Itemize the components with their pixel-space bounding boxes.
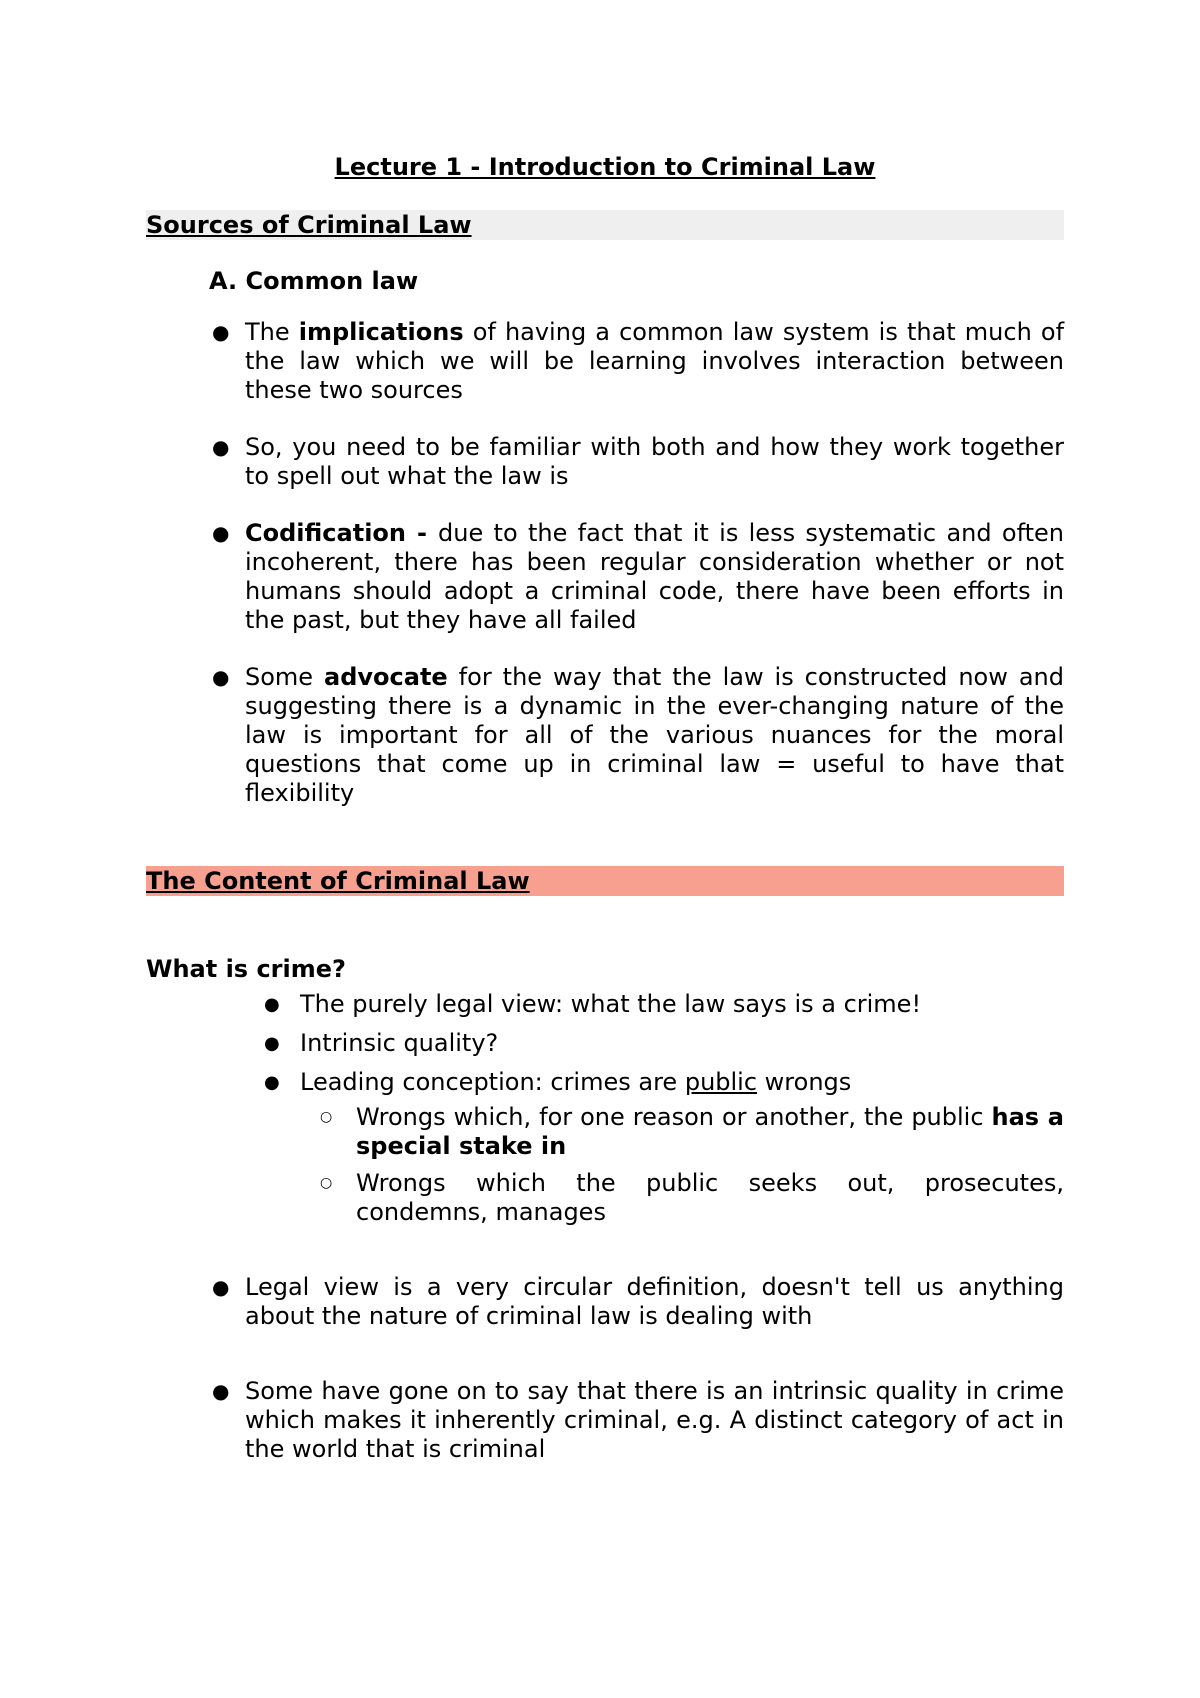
bullet-text-post: wrongs xyxy=(757,1068,852,1096)
question-heading: What is crime? xyxy=(146,955,346,983)
bullet-text-pre: The xyxy=(245,318,299,346)
bullet-icon: ● xyxy=(264,994,280,1015)
bullet-text-post: of having a common law system is that much of the law which we will be learning involves interaction between these two sources xyxy=(245,318,1065,404)
bullet-text-pre: Leading conception: crimes are xyxy=(300,1068,685,1096)
bullet-text-bold: advocate xyxy=(324,663,448,691)
crime-discussion-bullet-list xyxy=(146,1273,1064,1464)
circle-bullet-icon: ○ xyxy=(320,1109,333,1125)
list-item xyxy=(146,663,1064,808)
common-law-bullet-list xyxy=(146,318,1064,808)
bullet-text: Some have gone on to say that there is an intrinsic quality in crime which makes it inherently criminal, e.g. A distinct category of act in the world that is criminal xyxy=(245,1377,1064,1463)
section-heading-sources: Sources of Criminal Law xyxy=(146,210,1064,240)
bullet-text-pre: Wrongs which, for one reason or another, the public xyxy=(356,1103,992,1131)
bullet-text: Intrinsic quality? xyxy=(300,1029,499,1057)
bullet-text-bold: Codification - xyxy=(245,519,439,547)
list-item xyxy=(300,1103,1064,1161)
bullet-text-post: due to the fact that it is less systematic and often incoherent, there has been regular consideration whether or not humans should adopt a criminal code, there have been efforts in the past, but they have all failed xyxy=(245,519,1064,634)
bullet-icon: ● xyxy=(212,1275,230,1299)
bullet-text-post: for the way that the law is constructed now and suggesting there is a dynamic in the ever-changing nature of the law is important for all of the various nuances for the moral questions that come up in criminal law = useful to have that flexibility xyxy=(245,663,1064,807)
list-item xyxy=(146,990,1064,1019)
list-item xyxy=(300,1169,1064,1227)
bullet-icon: ● xyxy=(264,1072,280,1093)
bullet-text-bold: has a special stake in xyxy=(356,1103,1064,1160)
list-item xyxy=(146,519,1064,635)
list-item xyxy=(146,1273,1064,1331)
bullet-text-underlined: public xyxy=(684,1068,758,1096)
bullet-icon: ● xyxy=(264,1033,280,1054)
bullet-text-bold: implications xyxy=(298,318,464,346)
list-item xyxy=(146,1068,1064,1227)
section-heading-content: The Content of Criminal Law xyxy=(146,866,1064,896)
document-content xyxy=(146,150,1064,1492)
bullet-icon: ● xyxy=(212,521,230,545)
list-item xyxy=(146,1029,1064,1058)
spacer xyxy=(146,836,1064,866)
document-title: Lecture 1 - Introduction to Criminal Law xyxy=(334,153,876,181)
bullet-text: Legal view is a very circular definition, doesn't tell us anything about the nature of criminal law is dealing with xyxy=(245,1273,1064,1330)
circle-bullet-icon: ○ xyxy=(320,1175,333,1191)
bullet-icon: ● xyxy=(212,665,230,689)
list-item xyxy=(146,1377,1064,1464)
bullet-text: So, you need to be familiar with both and how they work together to spell out what the law is xyxy=(245,433,1064,490)
bullet-icon: ● xyxy=(212,1379,230,1403)
list-item xyxy=(146,318,1064,405)
bullet-text-pre: Some xyxy=(245,663,325,691)
bullet-icon: ● xyxy=(212,435,230,459)
bullet-text: Wrongs which the public seeks out, prosecutes, condemns, manages xyxy=(356,1169,1064,1226)
crime-bullet-list xyxy=(146,990,1064,1227)
bullet-icon: ● xyxy=(212,320,230,344)
list-item xyxy=(146,433,1064,491)
spacer xyxy=(146,1237,1064,1273)
nested-bullet-list xyxy=(300,1103,1064,1227)
subheading-common-law: A. Common law xyxy=(209,267,419,295)
bullet-text: The purely legal view: what the law says is a crime! xyxy=(300,990,922,1018)
